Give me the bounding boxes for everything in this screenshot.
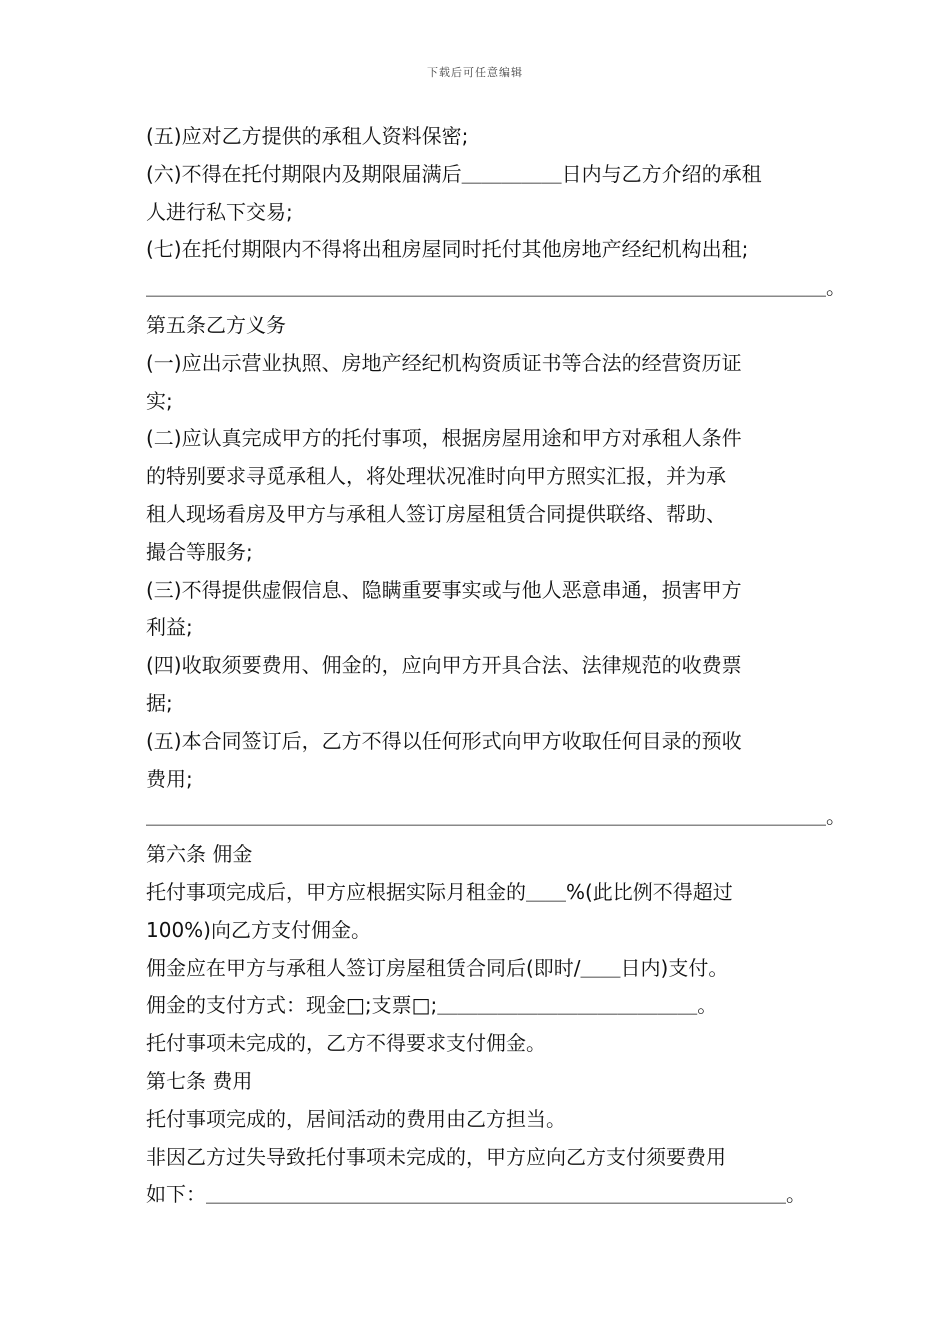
- clause-line: 非因乙方过失导致托付事项未完成的，甲方应向乙方支付须要费用: [146, 1144, 726, 1169]
- clause-line: 佣金的支付方式：现金□;支票□;＿＿＿＿＿＿＿＿＿＿＿＿＿。: [146, 993, 718, 1018]
- article-heading: 第五条乙方义务: [146, 312, 286, 337]
- clause-line: 租人现场看房及甲方与承租人签订房屋租赁合同提供联络、帮助、: [146, 501, 726, 526]
- clause-line: 100%)向乙方支付佣金。: [146, 917, 371, 942]
- clause-line: 托付事项未完成的，乙方不得要求支付佣金。: [146, 1031, 546, 1056]
- clause-line: 如下：＿＿＿＿＿＿＿＿＿＿＿＿＿＿＿＿＿＿＿＿＿＿＿＿＿＿＿＿＿。: [146, 1182, 806, 1207]
- article-heading: 第六条 佣金: [146, 842, 253, 867]
- clause-line: (三)不得提供虚假信息、隐瞒重要事实或与他人恶意串通，损害甲方: [146, 577, 742, 602]
- clause-line: 人进行私下交易;: [146, 199, 293, 224]
- clause-line: 费用;: [146, 766, 193, 791]
- clause-line: (五)应对乙方提供的承租人资料保密;: [146, 124, 469, 148]
- clause-line: 实;: [146, 388, 173, 413]
- article-heading: 第七条 费用: [146, 1068, 253, 1093]
- fill-in-blank-line: ＿＿＿＿＿＿＿＿＿＿＿＿＿＿＿＿＿＿＿＿＿＿＿＿＿＿＿＿＿＿＿＿＿＿。: [146, 275, 846, 300]
- clause-line: (五)本合同签订后，乙方不得以任何形式向甲方收取任何目录的预收: [146, 728, 742, 753]
- fill-in-blank-line: ＿＿＿＿＿＿＿＿＿＿＿＿＿＿＿＿＿＿＿＿＿＿＿＿＿＿＿＿＿＿＿＿＿＿。: [146, 804, 846, 829]
- clause-line: (七)在托付期限内不得将出租房屋同时托付其他房地产经纪机构出租;: [146, 237, 749, 262]
- clause-line: (四)收取须要费用、佣金的，应向甲方开具合法、法律规范的收费票: [146, 653, 742, 678]
- clause-line: 的特别要求寻觅承租人，将处理状况准时向甲方照实汇报，并为承: [146, 464, 726, 489]
- clause-line: (二)应认真完成甲方的托付事项，根据房屋用途和甲方对承租人条件: [146, 426, 742, 451]
- clause-line: 据;: [146, 690, 173, 715]
- document-body: [146, 118, 846, 1214]
- clause-line: 佣金应在甲方与承租人签订房屋租赁合同后(即时/＿＿日内)支付。: [146, 955, 729, 980]
- clause-line: 托付事项完成的，居间活动的费用由乙方担当。: [146, 1106, 566, 1131]
- page-header: 下载后可任意编辑: [427, 66, 523, 79]
- clause-line: 利益;: [146, 615, 193, 640]
- clause-line: (六)不得在托付期限内及期限届满后＿＿＿＿＿日内与乙方介绍的承租: [146, 161, 762, 186]
- clause-line: (一)应出示营业执照、房地产经纪机构资质证书等合法的经营资历证: [146, 350, 742, 375]
- clause-line: 撮合等服务;: [146, 539, 253, 564]
- clause-line: 托付事项完成后，甲方应根据实际月租金的＿＿%(此比例不得超过: [146, 879, 733, 904]
